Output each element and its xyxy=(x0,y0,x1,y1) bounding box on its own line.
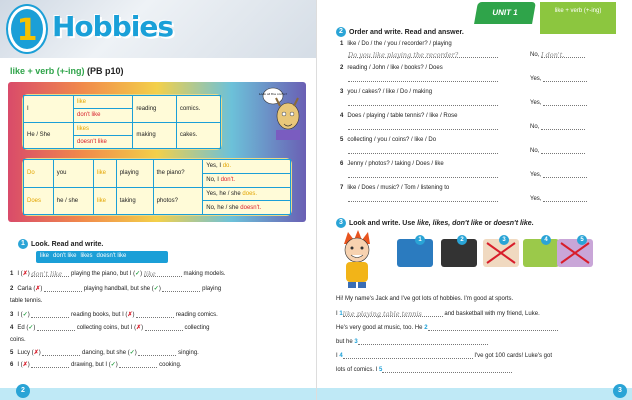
exercise-2-question: 5 collecting / you / coins? / like / Do xyxy=(340,137,437,143)
answer-blank[interactable] xyxy=(348,147,498,154)
grammar-cell: comics. xyxy=(176,96,220,123)
grammar-cell: making xyxy=(133,122,177,149)
exercise-3-line: I 4 I've got 100 cards! Luke's got xyxy=(336,353,553,359)
grammar-cell: photos? xyxy=(153,187,203,215)
word-option: don't like xyxy=(53,253,77,259)
answer-blank[interactable]: I don't. xyxy=(541,51,585,58)
grammar-cell: taking xyxy=(116,187,153,215)
picture-number: 1 xyxy=(415,235,425,245)
answer-blank[interactable] xyxy=(543,171,587,178)
answer-blank[interactable] xyxy=(343,352,473,359)
exercise-2-question: 1 like / Do / the / you / recorder? / playing xyxy=(340,41,452,47)
picture-number: 3 xyxy=(499,235,509,245)
grammar-cell: reading xyxy=(133,96,177,123)
exercise-3-line: Hi! My name's Jack and I've got lots of hobbies. I'm good at sports. xyxy=(336,296,514,302)
exercise-1-line: 6 I (✗) drawing, but I (✓) cooking. xyxy=(10,362,182,368)
exercise-3-line: He's very good at music, too. He 2 xyxy=(336,324,558,331)
grammar-cell: like xyxy=(74,96,133,109)
grammar-cell: Yes, I do. xyxy=(203,160,291,174)
footer-bar xyxy=(317,388,632,400)
exercise-number: 1 xyxy=(18,239,28,249)
comics-picture xyxy=(557,239,593,267)
word-option: likes xyxy=(80,253,93,259)
grammar-pattern: like + verb (+-ing) xyxy=(10,66,85,76)
answer-blank[interactable] xyxy=(543,99,587,106)
answer-blank[interactable] xyxy=(541,147,585,154)
answer-blank[interactable] xyxy=(138,349,176,356)
unit-number-badge: 1 xyxy=(8,6,46,52)
exercise-1-line: 5 Lucy (✗) dancing, but she (✓) singing. xyxy=(10,350,199,356)
answer-blank[interactable] xyxy=(541,123,585,130)
answer-blank[interactable] xyxy=(31,311,69,318)
grammar-cell: like xyxy=(94,160,117,188)
answer-blank[interactable] xyxy=(37,324,75,331)
grammar-cell: likes xyxy=(74,122,133,135)
answer-blank[interactable] xyxy=(162,285,200,292)
grammar-cell: cakes. xyxy=(176,122,220,149)
grammar-cell: like xyxy=(94,187,117,215)
answer-blank[interactable] xyxy=(348,171,498,178)
grammar-cell: the piano? xyxy=(153,160,203,188)
page-title: Hobbies xyxy=(52,10,174,43)
word-option: doesn't like xyxy=(96,253,127,259)
grammar-cell: don't like xyxy=(74,109,133,122)
answer-blank[interactable] xyxy=(42,349,80,356)
answer-blank[interactable] xyxy=(543,75,587,82)
grammar-cell: you xyxy=(53,160,93,188)
answer-blank[interactable] xyxy=(428,324,558,331)
cartoon-caption: Look at the comic! xyxy=(259,92,287,96)
exercise-1-line: coins. xyxy=(10,337,26,343)
exercise-1-line: 4 Ed (✓) collecting coins, but I (✗) collecting xyxy=(10,325,210,331)
grammar-cell: doesn't like xyxy=(74,135,133,148)
hobby-pictures xyxy=(385,235,595,275)
grammar-cell: Yes, he / she does. xyxy=(203,187,291,201)
exercise-3-line: but he 3 xyxy=(336,338,488,345)
exercise-1-heading: 1 Look. Read and write. xyxy=(18,239,103,249)
answer-blank[interactable] xyxy=(382,366,512,373)
short-answer: Yes, xyxy=(530,195,587,202)
short-answer: Yes, xyxy=(530,171,587,178)
grammar-cell: No, he / she doesn't. xyxy=(203,201,291,215)
grammar-cell: he / she xyxy=(53,187,93,215)
grammar-cell: playing xyxy=(116,160,153,188)
picture-number: 4 xyxy=(541,235,551,245)
answer-blank[interactable] xyxy=(31,361,69,368)
exercise-2-question: 4 Does / playing / table tennis? / like / Rose xyxy=(340,113,458,119)
page-number: 3 xyxy=(613,384,627,398)
exercise-3-heading: 3 Look and write. Use like, likes, don't like or doesn't like. xyxy=(336,218,534,228)
answer-blank[interactable]: like playing table tennis xyxy=(343,310,443,317)
exercise-number: 2 xyxy=(336,27,346,37)
word-box xyxy=(36,251,168,263)
exercise-number: 3 xyxy=(336,218,346,228)
answer-blank[interactable] xyxy=(136,311,174,318)
short-answer: No, I don't. xyxy=(530,51,585,58)
answer-blank[interactable] xyxy=(348,195,498,202)
answer-blank[interactable] xyxy=(348,75,498,82)
grammar-cell: No, I don't. xyxy=(203,173,291,187)
short-answer: No, xyxy=(530,147,585,154)
answer-blank[interactable] xyxy=(119,361,157,368)
answer-blank[interactable] xyxy=(348,99,498,106)
footer-bar xyxy=(0,388,316,400)
unit-tab-note: like + verb (+-ing) xyxy=(540,2,616,34)
exercise-2-heading: 2 Order and write. Read and answer. xyxy=(336,27,464,37)
exercise-1-line: 2 Carla (✗) playing handball, but she (✓) playing xyxy=(10,286,222,292)
answer-blank[interactable]: Do you like playing the recorder? xyxy=(348,51,498,58)
short-answer: Yes, xyxy=(530,99,587,106)
answer-blank[interactable] xyxy=(145,324,183,331)
answer-blank[interactable] xyxy=(348,123,498,130)
grammar-cell: Does xyxy=(24,187,54,215)
cards-picture xyxy=(523,239,559,267)
grammar-table-statements xyxy=(22,94,222,150)
exercise-2-question: 3 you / cakes? / like / Do / making xyxy=(340,89,433,95)
exercise-3-line: lots of comics. I 5 xyxy=(336,366,512,373)
word-option: like xyxy=(40,253,50,259)
exercise-1-line: 1 I (✗) don't like playing the piano, but I (✓) like making models. xyxy=(10,270,226,278)
exercise-2-question: 7 like / Does / music? / Tom / listening to xyxy=(340,185,450,191)
exercise-1-line: table tennis. xyxy=(10,298,43,304)
grammar-table-questions xyxy=(22,158,292,216)
picture-number: 2 xyxy=(457,235,467,245)
exercise-1-line: 3 I (✓) reading books, but I (✗) reading comics. xyxy=(10,312,218,318)
short-answer: Yes, xyxy=(530,75,587,82)
picture-number: 5 xyxy=(577,235,587,245)
exercise-3-line: I 1like playing table tennis and basketball with my friend, Luke. xyxy=(336,310,540,318)
grammar-subtitle xyxy=(10,66,124,76)
grammar-cell: I xyxy=(24,96,74,123)
grammar-cell: He / She xyxy=(24,122,74,149)
page-number: 2 xyxy=(16,384,30,398)
exercise-2-question: 2 reading / John / like / books? / Does xyxy=(340,65,443,71)
answer-blank[interactable] xyxy=(543,195,587,202)
short-answer: No, xyxy=(530,123,585,130)
answer-blank[interactable] xyxy=(358,338,488,345)
answer-blank[interactable]: like xyxy=(144,270,182,277)
grammar-reference: (PB p10) xyxy=(87,66,124,76)
table-tennis-picture xyxy=(397,239,433,267)
unit-tab: UNIT 1 xyxy=(474,2,536,24)
exercise-2-question: 6 Jenny / photos? / taking / Does / like xyxy=(340,161,444,167)
boy-jack-illustration xyxy=(336,228,378,288)
goat-cartoon-illustration xyxy=(259,86,302,142)
answer-blank[interactable] xyxy=(44,285,82,292)
answer-blank[interactable]: don't like xyxy=(31,270,69,277)
grammar-cell: Do xyxy=(24,160,54,188)
